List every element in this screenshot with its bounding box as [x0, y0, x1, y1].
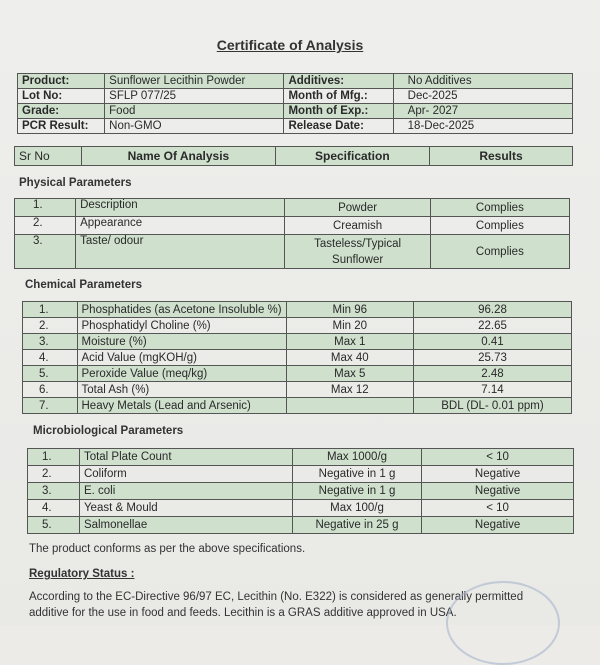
row-name: Description [76, 199, 285, 217]
row-name: Yeast & Mould [79, 500, 292, 517]
info-value: Apr- 2027 [393, 104, 572, 119]
table-row [23, 382, 572, 398]
row-spec: Negative in 1 g [292, 483, 421, 500]
table-row [15, 199, 570, 217]
info-value: Dec-2025 [393, 89, 572, 104]
row-name: Total Ash (%) [77, 382, 286, 398]
row-name: Taste/ odour [76, 235, 285, 269]
row-result: Complies [430, 217, 569, 235]
row-name: Heavy Metals (Lead and Arsenic) [77, 398, 286, 414]
row-name: Acid Value (mgKOH/g) [77, 350, 286, 366]
physical-section-title: Physical Parameters [19, 177, 132, 189]
product-info-row [18, 89, 573, 104]
info-label: Month of Exp.: [284, 104, 393, 119]
product-info-row [18, 104, 573, 119]
row-spec: Max 12 [286, 382, 413, 398]
table-row [23, 334, 572, 350]
col-result-header: Results [429, 147, 572, 166]
row-name: E. coli [79, 483, 292, 500]
info-label: Release Date: [284, 119, 393, 134]
table-row [23, 366, 572, 382]
row-sr: 4. [23, 350, 78, 366]
table-row [28, 500, 574, 517]
micro-section-title: Microbiological Parameters [33, 425, 184, 437]
table-row [28, 517, 574, 534]
info-label: Month of Mfg.: [284, 89, 393, 104]
row-sr: 3. [23, 334, 78, 350]
table-row [15, 235, 570, 269]
row-name: Salmonellae [79, 517, 292, 534]
row-result: Negative [422, 466, 574, 483]
info-value: 18-Dec-2025 [393, 119, 572, 134]
info-value: Sunflower Lecithin Powder [105, 74, 284, 89]
row-spec: Negative in 1 g [292, 466, 421, 483]
product-info-table [17, 73, 573, 134]
regulatory-status-title: Regulatory Status : [29, 568, 135, 580]
row-sr: 5. [23, 366, 78, 382]
row-result: 96.28 [413, 302, 571, 318]
row-spec [286, 398, 413, 414]
table-row [15, 217, 570, 235]
stamp-seal [446, 581, 560, 665]
document-title: Certificate of Analysis [216, 37, 364, 53]
table-row [23, 302, 572, 318]
table-row [28, 466, 574, 483]
row-result: < 10 [422, 500, 574, 517]
product-info-row [18, 74, 573, 89]
row-name: Total Plate Count [79, 449, 292, 466]
row-result: Negative [422, 517, 574, 534]
row-spec: Max 40 [286, 350, 413, 366]
chemical-section-title: Chemical Parameters [25, 279, 142, 291]
row-spec-line2: Sunflower [332, 253, 384, 266]
chemical-table [22, 301, 572, 414]
row-result: 0.41 [413, 334, 571, 350]
physical-table [14, 198, 570, 269]
row-name: Peroxide Value (meq/kg) [77, 366, 286, 382]
row-spec: Tasteless/Typical Sunflower [285, 235, 430, 269]
info-label: Grade: [18, 104, 105, 119]
row-sr: 7. [23, 398, 78, 414]
regulatory-text-line2: additive for the use in food and feeds. Lecithin is a GRAS additive approved in USA. [29, 607, 457, 619]
col-spec-header: Specification [275, 147, 429, 166]
row-spec: Min 20 [286, 318, 413, 334]
product-info-row [18, 119, 573, 134]
info-label: Additives: [284, 74, 393, 89]
conformity-statement: The product conforms as per the above specifications. [29, 543, 306, 555]
row-name: Phosphatides (as Acetone Insoluble %) [77, 302, 286, 318]
row-spec: Negative in 25 g [292, 517, 421, 534]
row-result: 2.48 [413, 366, 571, 382]
info-label: Lot No: [18, 89, 105, 104]
info-value: Non-GMO [105, 119, 284, 134]
table-row [23, 318, 572, 334]
row-result: 7.14 [413, 382, 571, 398]
table-row [28, 483, 574, 500]
info-label: Product: [18, 74, 105, 89]
row-name: Phosphatidyl Choline (%) [77, 318, 286, 334]
col-name-header: Name Of Analysis [82, 147, 276, 166]
col-sr-header: Sr No [15, 147, 82, 166]
row-result: BDL (DL- 0.01 ppm) [413, 398, 571, 414]
table-row [23, 350, 572, 366]
row-result: Complies [430, 199, 569, 217]
info-value: No Additives [393, 74, 572, 89]
row-sr: 3. [15, 235, 76, 269]
row-sr: 1. [23, 302, 78, 318]
row-sr: 6. [23, 382, 78, 398]
row-spec: Max 5 [286, 366, 413, 382]
row-spec: Max 1 [286, 334, 413, 350]
row-spec: Powder [285, 199, 430, 217]
info-label: PCR Result: [18, 119, 105, 134]
row-sr: 4. [28, 500, 80, 517]
table-row [28, 449, 574, 466]
row-sr: 3. [28, 483, 80, 500]
table-row [23, 398, 572, 414]
info-value: SFLP 077/25 [105, 89, 284, 104]
info-value: Food [105, 104, 284, 119]
micro-table [27, 448, 574, 534]
row-result: 25.73 [413, 350, 571, 366]
row-sr: 1. [15, 199, 76, 217]
row-spec: Max 1000/g [292, 449, 421, 466]
regulatory-text-line1: According to the EC-Directive 96/97 EC, Lecithin (No. E322) is considered as generally permitted [29, 591, 524, 603]
row-name: Appearance [76, 217, 285, 235]
row-result: < 10 [422, 449, 574, 466]
row-sr: 1. [28, 449, 80, 466]
analysis-header-table [14, 146, 573, 166]
row-sr: 2. [23, 318, 78, 334]
row-name: Moisture (%) [77, 334, 286, 350]
row-sr: 2. [15, 217, 76, 235]
row-result: 22.65 [413, 318, 571, 334]
row-sr: 5. [28, 517, 80, 534]
row-name: Coliform [79, 466, 292, 483]
row-spec: Max 100/g [292, 500, 421, 517]
row-result: Complies [430, 235, 569, 269]
row-spec: Min 96 [286, 302, 413, 318]
row-spec: Creamish [285, 217, 430, 235]
row-sr: 2. [28, 466, 80, 483]
row-result: Negative [422, 483, 574, 500]
